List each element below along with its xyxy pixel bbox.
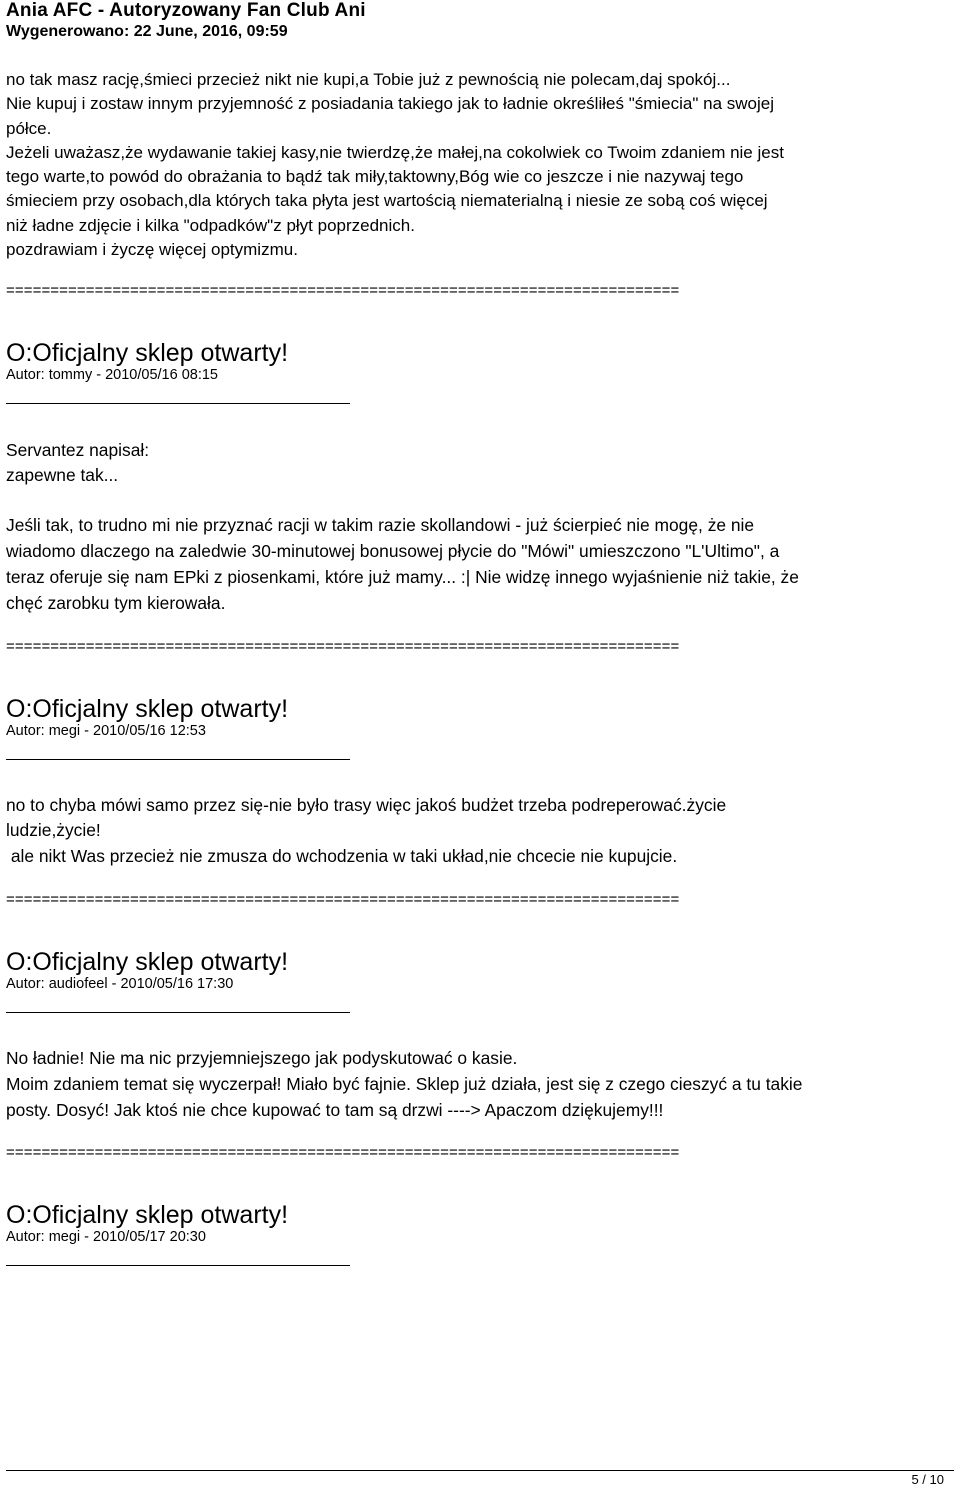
intro-post-body	[6, 68, 951, 262]
text-line: wiadomo dlaczego na zaledwie 30-minutowej bonusowej płycie do "Mówi" umieszczono "L'Ultimo", a	[6, 541, 780, 562]
post-body	[6, 513, 951, 616]
text-line: Nie kupuj i zostaw innym przyjemność z posiadania takiego jak to ładnie określiłeś "śmiecia" na swojej	[6, 94, 774, 114]
post-divider	[6, 1012, 350, 1013]
page-number: 5 / 10	[911, 1472, 944, 1487]
post-title: O:Oficjalny sklep otwarty!	[6, 339, 289, 368]
text-line: niż ładne zdjęcie i kilka "odpadków"z płyt poprzednich.	[6, 215, 415, 235]
text-line: ale nikt Was przecież nie zmusza do wchodzenia w taki układ,nie chcecie nie kupujcie.	[6, 846, 678, 867]
text-line: Moim zdaniem temat się wyczerpał! Miało być fajnie. Sklep już działa, jest się z czego cieszyć a tu takie	[6, 1073, 803, 1094]
footer-divider	[6, 1470, 954, 1471]
thread-content	[6, 68, 951, 1266]
text-line: tego warte,to powód do obrażania to bądź tak miły,taktowny,Bóg wie co jeszcze i nie nazywaj tego	[6, 167, 744, 187]
text-line: posty. Dosyć! Jak ktoś nie chce kupować to tam są drzwi ----> Apaczom dziękujemy!!!	[6, 1099, 664, 1120]
post-divider	[6, 403, 350, 404]
post-meta: Autor: audiofeel - 2010/05/16 17:30	[6, 975, 234, 992]
post-divider	[6, 1265, 350, 1266]
text-line: chęć zarobku tym kierowała.	[6, 592, 226, 613]
separator: ============================================================================	[6, 890, 680, 908]
text-line: Jeżeli uważasz,że wydawanie takiej kasy,nie twierdzę,że małej,na cokolwiek co Twoim zdaniem nie jest	[6, 142, 784, 162]
document-header	[6, 0, 366, 42]
text-line: Jeśli tak, to trudno mi nie przyznać racji w takim razie skollandowi - już ścierpieć nie mogę, że nie	[6, 515, 755, 536]
text-line: pozdrawiam i życzę więcej optymizmu.	[6, 240, 298, 260]
post-title: O:Oficjalny sklep otwarty!	[6, 1201, 289, 1230]
quote-block	[6, 438, 951, 488]
text-line: śmieciem przy osobach,dla których taka płyta jest wartością niematerialną i niesie ze sobą coś więcej	[6, 191, 768, 211]
site-title: Ania AFC - Autoryzowany Fan Club Ani	[6, 0, 366, 21]
text-line: ludzie,życie!	[6, 820, 101, 841]
separator: ============================================================================	[6, 1144, 680, 1162]
quote-author: Servantez napisał:	[6, 440, 150, 461]
post-body	[6, 793, 951, 870]
post-meta: Autor: megi - 2010/05/16 12:53	[6, 722, 206, 739]
quote-text: zapewne tak...	[6, 465, 119, 486]
post-meta: Autor: tommy - 2010/05/16 08:15	[6, 367, 218, 384]
text-line: teraz oferuje się nam EPki z piosenkami, które już mamy... :| Nie widzę innego wyjaśnienie niż takie, że	[6, 566, 799, 587]
text-line: No ładnie! Nie ma nic przyjemniejszego jak podyskutować o kasie.	[6, 1047, 518, 1068]
text-line: no to chyba mówi samo przez się-nie było trasy więc jakoś budżet trzeba podreperować.życie	[6, 794, 727, 815]
text-line: no tak masz rację,śmieci przecież nikt nie kupi,a Tobie już z pewnością nie polecam,daj spokój...	[6, 70, 731, 89]
separator: ============================================================================	[6, 637, 680, 655]
post-body	[6, 1046, 951, 1123]
generated-date: Wygenerowano: 22 June, 2016, 09:59	[6, 23, 288, 40]
post-divider	[6, 759, 350, 760]
post-meta: Autor: megi - 2010/05/17 20:30	[6, 1229, 206, 1246]
post-title: O:Oficjalny sklep otwarty!	[6, 694, 289, 723]
separator: ============================================================================	[6, 282, 680, 300]
text-line: półce.	[6, 118, 52, 138]
post-title: O:Oficjalny sklep otwarty!	[6, 947, 289, 976]
